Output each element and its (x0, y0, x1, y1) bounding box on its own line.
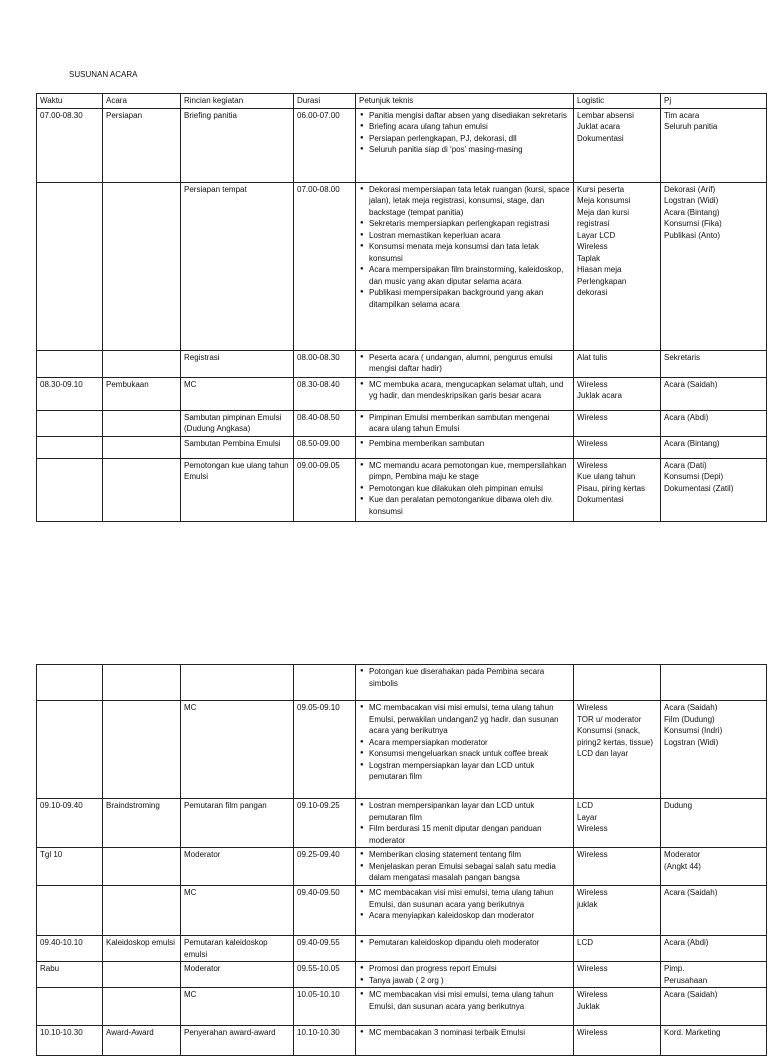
table-row (37, 1026, 767, 1056)
cell-logistic (574, 436, 661, 458)
header-logistic: Logistic (574, 94, 661, 109)
petunjuk-item: ● Sekretaris mempersiapkan perlengkapan registrasi (369, 218, 570, 230)
petunjuk-item: ● Pembina memberikan sambutan (369, 438, 570, 450)
pj-item: Dudung (664, 801, 693, 810)
pj-item: Tim acara (664, 110, 700, 120)
header-rincian: Rincian kegiatan (181, 94, 294, 109)
cell-logistic (574, 377, 661, 410)
cell-waktu: 09.40-10.10 (37, 936, 103, 962)
petunjuk-item: ● Tanya jawab ( 2 org ) (369, 975, 570, 987)
logistic-item: Layar (577, 812, 598, 822)
page-title: SUSUNAN ACARA (69, 70, 138, 79)
petunjuk-item: ● Publikasi mempersipakan background yang akan ditampilkan selama acara (369, 287, 570, 310)
logistic-item: Wireless (577, 703, 608, 712)
cell-pj (661, 988, 767, 1026)
pj-item: Pimp. (664, 964, 685, 973)
pj-item: Acara (Bintang) (664, 438, 720, 448)
cell-acara (103, 886, 181, 936)
table-row (37, 458, 767, 521)
cell-rincian: Persiapan tempat (181, 182, 294, 350)
petunjuk-item: ● Seluruh panitia siap di ‘pos’ masing-masing (369, 144, 570, 156)
cell-waktu (37, 182, 103, 350)
cell-pj (661, 886, 767, 936)
petunjuk-item: ● Acara menyiapkan kaleidoskop dan moderator (369, 910, 570, 922)
petunjuk-item: ● Pimpinan Emulsi memberikan sambutan mengenai acara ulang tahun Emulsi (369, 412, 570, 435)
petunjuk-item: ● MC membacakan visi misi emulsi, tema ulang tahun Emulsi, perwakilan undangan2 yg hadir. dan susunan acara yang berikutnya (369, 702, 570, 737)
cell-durasi: 09.00-09.05 (294, 458, 356, 521)
pj-item: Logstran (Widi) (664, 737, 719, 747)
petunjuk-item: ● Konsumsi menata meja konsumsi dan tata letak konsumsi (369, 241, 570, 264)
petunjuk-item: ● MC membacakan 3 nominasi terbaik Emulsi (369, 1027, 570, 1039)
cell-waktu (37, 665, 103, 701)
cell-rincian: Penyerahan award-award (181, 1026, 294, 1056)
cell-durasi: 08.30-08.40 (294, 377, 356, 410)
cell-rincian: MC (181, 701, 294, 799)
logistic-item: Wireless (577, 1028, 608, 1037)
cell-waktu (37, 410, 103, 436)
cell-acara (103, 848, 181, 886)
cell-waktu: 07.00-08.30 (37, 108, 103, 182)
logistic-item: Wireless (577, 990, 608, 999)
table-row (37, 848, 767, 886)
logistic-item: Lembar absensi (577, 110, 634, 120)
table-row (37, 701, 767, 799)
cell-logistic (574, 936, 661, 962)
cell-petunjuk (356, 936, 574, 962)
cell-petunjuk (356, 1026, 574, 1056)
pj-item: Acara (Bintang) (664, 207, 720, 217)
petunjuk-item: ● MC memandu acara pemotongan kue, mempersilahkan pimpn, Pembina maju ke stage (369, 460, 570, 483)
pj-item: Acara (Abdi) (664, 938, 709, 947)
logistic-item: Juklak acara (577, 391, 622, 400)
logistic-item: Pisau, piring kertas (577, 483, 646, 493)
petunjuk-item: ● Promosi dan progress report Emulsi (369, 963, 570, 975)
petunjuk-item: ● Potongan kue diserahakan pada Pembina secara simbolis (369, 666, 570, 689)
cell-waktu: Tgl 10 (37, 848, 103, 886)
logistic-item: juklak (577, 899, 598, 909)
logistic-item: Alat tulis (577, 352, 608, 362)
cell-logistic (574, 665, 661, 701)
petunjuk-item: ● Acara mempersiapkan moderator (369, 737, 570, 749)
cell-waktu: Rabu (37, 962, 103, 988)
header-waktu: Waktu (37, 94, 103, 109)
cell-acara (103, 701, 181, 799)
table-row (37, 108, 767, 182)
cell-waktu (37, 458, 103, 521)
cell-acara (103, 458, 181, 521)
petunjuk-item: ● Peserta acara ( undangan, alumni, pengurus emulsi mengisi daftar hadir) (369, 352, 570, 375)
cell-durasi: 09.55-10.05 (294, 962, 356, 988)
cell-pj (661, 962, 767, 988)
cell-acara (103, 436, 181, 458)
cell-acara (103, 410, 181, 436)
cell-waktu (37, 350, 103, 377)
cell-rincian (181, 665, 294, 701)
cell-petunjuk (356, 436, 574, 458)
logistic-item: Wireless (577, 824, 608, 833)
pj-item: Perusahaan (664, 975, 708, 985)
table-row (37, 799, 767, 848)
cell-rincian: Sambutan Pembina Emulsi (181, 436, 294, 458)
cell-pj (661, 350, 767, 377)
cell-logistic (574, 458, 661, 521)
logistic-item: Wireless (577, 460, 608, 470)
pj-item: Konsumsi (Indri) (664, 726, 723, 735)
cell-logistic (574, 1026, 661, 1056)
header-durasi: Durasi (294, 94, 356, 109)
cell-durasi: 09.10-09.25 (294, 799, 356, 848)
table-row (37, 988, 767, 1026)
cell-acara: Braindstroming (103, 799, 181, 848)
cell-pj (661, 701, 767, 799)
schedule-table-1 (36, 93, 767, 522)
cell-rincian: Pemutaran film pangan (181, 799, 294, 848)
cell-pj (661, 108, 767, 182)
pj-item: Acara (Saidah) (664, 703, 718, 712)
petunjuk-item: ● Logstran mempersiapkan layar dan LCD untuk pemutaran film (369, 760, 570, 783)
cell-petunjuk (356, 108, 574, 182)
petunjuk-item: ● Lostran memastikan keperluan acara (369, 230, 570, 242)
cell-acara (103, 350, 181, 377)
cell-waktu (37, 436, 103, 458)
pj-item: (Angkt 44) (664, 861, 701, 871)
cell-pj (661, 936, 767, 962)
cell-pj (661, 436, 767, 458)
logistic-item: Wireless (577, 438, 608, 448)
table-row (37, 182, 767, 350)
logistic-item: Dokumentasi (577, 133, 624, 143)
cell-durasi: 08.40-08.50 (294, 410, 356, 436)
logistic-item: Konsumsi (snack, piring2 kertas, tissue) (577, 726, 654, 747)
pj-item: Dokumentasi (Zatil) (664, 483, 734, 493)
logistic-item: Wireless (577, 412, 608, 422)
table-row (37, 936, 767, 962)
cell-waktu (37, 886, 103, 936)
cell-petunjuk (356, 350, 574, 377)
cell-acara (103, 665, 181, 701)
logistic-item: LCD (577, 801, 594, 810)
cell-rincian: MC (181, 988, 294, 1026)
header-acara: Acara (103, 94, 181, 109)
logistic-item: Perlengkapan dekorasi (577, 276, 627, 297)
cell-durasi: 09.05-09.10 (294, 701, 356, 799)
cell-acara: Persiapan (103, 108, 181, 182)
petunjuk-item: ● Memberikan closing statement tentang film (369, 849, 570, 861)
petunjuk-item: ● Pemutaran kaleidoskop dipandu oleh moderator (369, 937, 570, 949)
pj-item: Kord. Marketing (664, 1028, 721, 1037)
cell-logistic (574, 988, 661, 1026)
table-row (37, 350, 767, 377)
cell-durasi: 09.40-09.55 (294, 936, 356, 962)
cell-durasi (294, 665, 356, 701)
cell-rincian: Registrasi (181, 350, 294, 377)
cell-petunjuk (356, 182, 574, 350)
petunjuk-item: ● Menjelaskan peran Emulsi sebagai salah satu media dalam mengatasi masalah pangan bangsa (369, 861, 570, 884)
pj-item: Publikasi (Anto) (664, 230, 721, 240)
pj-item: Konsumsi (Fika) (664, 219, 722, 228)
cell-acara (103, 962, 181, 988)
pj-item: Acara (Saidah) (664, 990, 718, 999)
table-row (37, 886, 767, 936)
cell-waktu: 08.30-09.10 (37, 377, 103, 410)
cell-rincian: Sambutan pimpinan Emulsi (Dudung Angkasa) (181, 410, 294, 436)
pj-item: Sekretaris (664, 352, 701, 362)
cell-waktu (37, 701, 103, 799)
cell-durasi: 10.05-10.10 (294, 988, 356, 1026)
cell-durasi: 09.40-09.50 (294, 886, 356, 936)
schedule-table-2 (36, 664, 767, 1056)
cell-waktu (37, 988, 103, 1026)
cell-petunjuk (356, 962, 574, 988)
cell-logistic (574, 182, 661, 350)
cell-pj (661, 799, 767, 848)
cell-pj (661, 665, 767, 701)
petunjuk-item: ● Lostran mempersipankan layar dan LCD untuk pemutaran film (369, 800, 570, 823)
pj-item: Acara (Saidah) (664, 379, 718, 389)
petunjuk-item: ● Film berdurasi 15 menit diputar dengan panduan moderator (369, 823, 570, 846)
logistic-item: Kursi peserta (577, 184, 625, 194)
pj-item: Acara (Saidah) (664, 888, 718, 897)
petunjuk-item: ● Acara mempersipakan film brainstorming, kaleidoskop, dan music yang akan diputar selama acara (369, 264, 570, 287)
logistic-item: Wireless (577, 242, 608, 251)
cell-petunjuk (356, 848, 574, 886)
logistic-item: Wireless (577, 850, 608, 859)
cell-pj (661, 182, 767, 350)
logistic-item: Meja konsumsi (577, 196, 631, 205)
cell-durasi: 10.10-10.30 (294, 1026, 356, 1056)
pj-item: Logstran (Widi) (664, 196, 719, 205)
petunjuk-item: ● Briefing acara ulang tahun emulsi (369, 121, 570, 133)
petunjuk-item: ● MC membacakan visi misi emulsi, tema ulang tahun Emulsi, dan susunan acara yang berikutnya (369, 989, 570, 1012)
logistic-item: Hiasan meja (577, 265, 622, 274)
table-row (37, 436, 767, 458)
cell-petunjuk (356, 377, 574, 410)
table-row (37, 377, 767, 410)
header-pj: Pj (661, 94, 767, 109)
cell-logistic (574, 350, 661, 377)
pj-item: Moderator (664, 850, 701, 859)
cell-petunjuk (356, 988, 574, 1026)
cell-logistic (574, 410, 661, 436)
cell-petunjuk (356, 799, 574, 848)
logistic-item: LCD dan layar (577, 749, 629, 758)
petunjuk-item: ● Konsumsi mengeluarkan snack untuk coffee break (369, 748, 570, 760)
cell-acara (103, 182, 181, 350)
cell-waktu: 09.10-09.40 (37, 799, 103, 848)
cell-pj (661, 377, 767, 410)
pj-item: Film (Dudung) (664, 714, 715, 724)
cell-logistic (574, 962, 661, 988)
logistic-item: Dokumentasi (577, 495, 624, 504)
cell-waktu: 10.10-10.30 (37, 1026, 103, 1056)
pj-item: Acara (Dati) (664, 460, 707, 470)
cell-logistic (574, 886, 661, 936)
cell-durasi: 07.00-08.00 (294, 182, 356, 350)
petunjuk-item: ● MC membacakan visi misi emulsi, tema ulang tahun Emulsi, dan susunan acara yang berikutnya (369, 887, 570, 910)
cell-pj (661, 1026, 767, 1056)
cell-rincian: Moderator (181, 962, 294, 988)
logistic-item: Meja dan kursi registrasi (577, 207, 630, 228)
logistic-item: Juklat acara (577, 122, 621, 131)
logistic-item: TOR u/ moderator (577, 714, 642, 724)
header-petunjuk: Petunjuk teknis (356, 94, 574, 109)
cell-logistic (574, 701, 661, 799)
petunjuk-item: ● Panitia mengisi daftar absen yang disediakan sekretaris (369, 110, 570, 122)
cell-acara: Award-Award (103, 1026, 181, 1056)
pj-item: Dekorasi (Arif) (664, 184, 716, 194)
table-header-row (37, 94, 767, 109)
cell-durasi: 09.25-09.40 (294, 848, 356, 886)
cell-petunjuk (356, 458, 574, 521)
petunjuk-item: ● Kue dan peralatan pemotongankue dibawa oleh div. konsumsi (369, 494, 570, 517)
cell-logistic (574, 848, 661, 886)
cell-rincian: Moderator (181, 848, 294, 886)
cell-petunjuk (356, 886, 574, 936)
cell-rincian: Pemotongan kue ulang tahun Emulsi (181, 458, 294, 521)
cell-pj (661, 458, 767, 521)
cell-durasi: 08.00-08.30 (294, 350, 356, 377)
cell-petunjuk (356, 410, 574, 436)
cell-durasi: 08.50-09.00 (294, 436, 356, 458)
petunjuk-item: ● MC membuka acara, mengucapkan selamat ultah, und yg hadir, dan mendeskripsikan garis besar acara (369, 379, 570, 402)
pj-item: Konsumsi (Depi) (664, 472, 724, 481)
pj-item: Acara (Abdi) (664, 412, 709, 422)
logistic-item: Kue ulang tahun (577, 472, 636, 481)
logistic-item: Wireless (577, 379, 608, 389)
cell-logistic (574, 799, 661, 848)
logistic-item: Wireless (577, 888, 608, 897)
cell-durasi: 06.00-07.00 (294, 108, 356, 182)
pj-item: Seluruh panitia (664, 122, 718, 131)
cell-pj (661, 410, 767, 436)
logistic-item: Wireless (577, 964, 608, 973)
logistic-item: Juklak (577, 1001, 600, 1011)
cell-logistic (574, 108, 661, 182)
cell-acara (103, 988, 181, 1026)
cell-petunjuk (356, 665, 574, 701)
logistic-item: Layar LCD (577, 230, 616, 240)
logistic-item: LCD (577, 938, 594, 947)
table-row (37, 410, 767, 436)
petunjuk-item: ● Persiapan perlengkapan, PJ, dekorasi, dll (369, 133, 570, 145)
cell-rincian: MC (181, 886, 294, 936)
cell-pj (661, 848, 767, 886)
table-row (37, 962, 767, 988)
cell-rincian: MC (181, 377, 294, 410)
cell-acara: Kaleidoskop emulsi (103, 936, 181, 962)
cell-rincian: Pemutaran kaleidoskop emulsi (181, 936, 294, 962)
cell-petunjuk (356, 701, 574, 799)
petunjuk-item: ● Pemotongan kue dilakukan oleh pimpinan emulsi (369, 483, 570, 495)
cell-acara: Pembukaan (103, 377, 181, 410)
cell-rincian: Briefing panitia (181, 108, 294, 182)
logistic-item: Taplak (577, 253, 601, 263)
table-row (37, 665, 767, 701)
petunjuk-item: ● Dekorasi mempersiapan tata letak ruangan (kursi, space jalan), letak meja registrasi, konsumsi, stage, dan backstage (tempat panitia) (369, 184, 570, 219)
